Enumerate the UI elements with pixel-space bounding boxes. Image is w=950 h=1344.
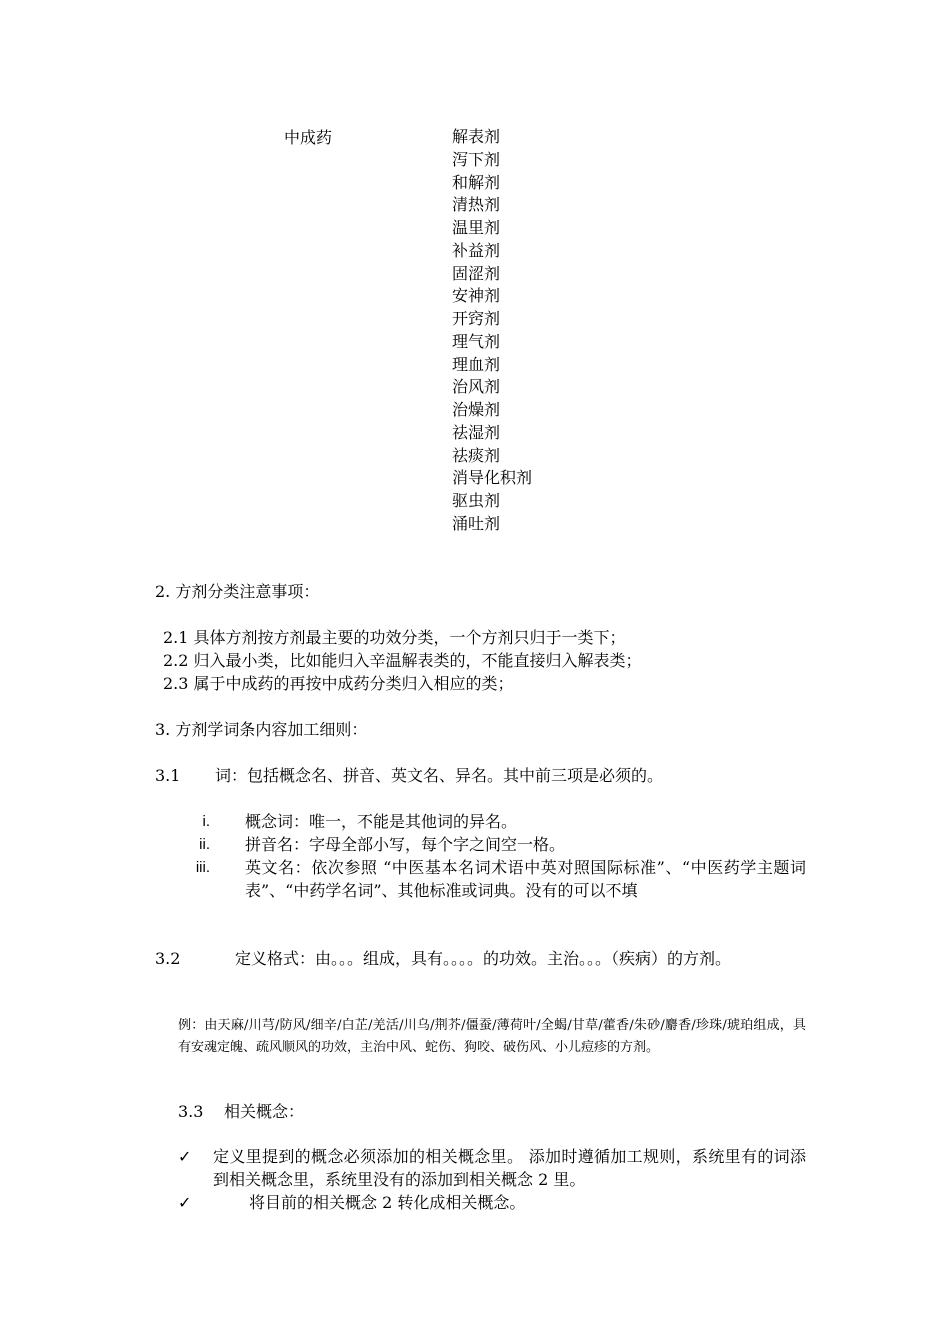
category-item: 驱虫剂	[452, 491, 501, 510]
category-item: 固涩剂	[452, 263, 501, 283]
related-concept-convert: 将目前的相关概念 2 转化成相关概念。	[249, 1193, 526, 1212]
rule-2-3: 2.3 属于中成药的再按中成药分类归入相应的类；	[163, 674, 514, 693]
section3-title: 3. 方剂学词条内容加工细则：	[155, 720, 368, 739]
category-list	[452, 126, 532, 536]
item-3-2-text: 定义格式：由。。。组成，具有。。。。的功效。主治。。。（疾病）的方剂。	[235, 949, 732, 968]
category-item: 补益剂	[452, 240, 501, 260]
sub-item-concept-word: 概念词：唯一，不能是其他词的异名。	[245, 812, 518, 831]
category-item: 安神剂	[452, 286, 501, 306]
related-concept-rule: 定义里提到的概念必须添加的相关概念里。 添加时遵循加工规则，系统里有的词添到相关概念里，系统里没有的添加到相关概念 2 里。	[213, 1147, 806, 1189]
category-item: 泻下剂	[452, 149, 501, 169]
item-3-3-text: 相关概念：	[224, 1102, 305, 1121]
category-item: 消导化积剂	[452, 468, 533, 488]
definition-example: 例：由天麻/川芎/防风/细辛/白芷/羌活/川乌/荆芥/僵蚕/薄荷叶/全蝎/甘草/藿香/朱砂/麝香/珍珠/琥珀组成，具有安魂定魄、疏风顺风的功效，主治中风、蛇伤、狗咬、破伤风、小儿痘疹的方剂。	[178, 1018, 806, 1055]
category-item: 祛湿剂	[452, 422, 501, 442]
sub-item-number: iii.	[195, 859, 210, 876]
category-item: 清热剂	[452, 195, 501, 215]
sub-item-number: i.	[202, 813, 210, 830]
category-item: 解表剂	[452, 127, 501, 146]
category-item: 开窍剂	[452, 309, 501, 328]
category-item: 和解剂	[452, 172, 501, 192]
category-item: 祛痰剂	[452, 445, 501, 465]
checkmark-icon: ✓	[178, 1147, 192, 1166]
category-item: 涌吐剂	[452, 513, 501, 533]
rule-2-2: 2.2 归入最小类，比如能归入辛温解表类的，不能直接归入解表类；	[163, 651, 642, 670]
item-3-1-text: 词：包括概念名、拼音、英文名、异名。其中前三项是必须的。	[215, 766, 664, 785]
checkmark-icon: ✓	[178, 1193, 192, 1212]
item-3-2-number: 3.2	[155, 949, 181, 968]
item-3-1-number: 3.1	[155, 766, 181, 785]
rule-2-1: 2.1 具体方剂按方剂最主要的功效分类，一个方剂只归于一类下；	[163, 628, 626, 647]
section2-title: 2. 方剂分类注意事项：	[155, 582, 320, 601]
category-item: 治风剂	[452, 377, 501, 397]
category-item: 理血剂	[452, 354, 501, 374]
category-heading: 中成药	[284, 128, 333, 147]
category-item: 治燥剂	[452, 400, 501, 419]
category-item: 温里剂	[452, 218, 501, 237]
category-item: 理气剂	[452, 331, 501, 351]
sub-item-pinyin: 拼音名：字母全部小写，每个字之间空一格。	[245, 835, 566, 854]
item-3-3-number: 3.3	[178, 1102, 204, 1121]
sub-item-number: ii.	[199, 836, 210, 853]
sub-item-english-name: 英文名：依次参照 “中医基本名词术语中英对照国际标准”、“中医药学主题词表”、“中药学名词”、其他标准或词典。没有的可以不填	[245, 858, 806, 900]
